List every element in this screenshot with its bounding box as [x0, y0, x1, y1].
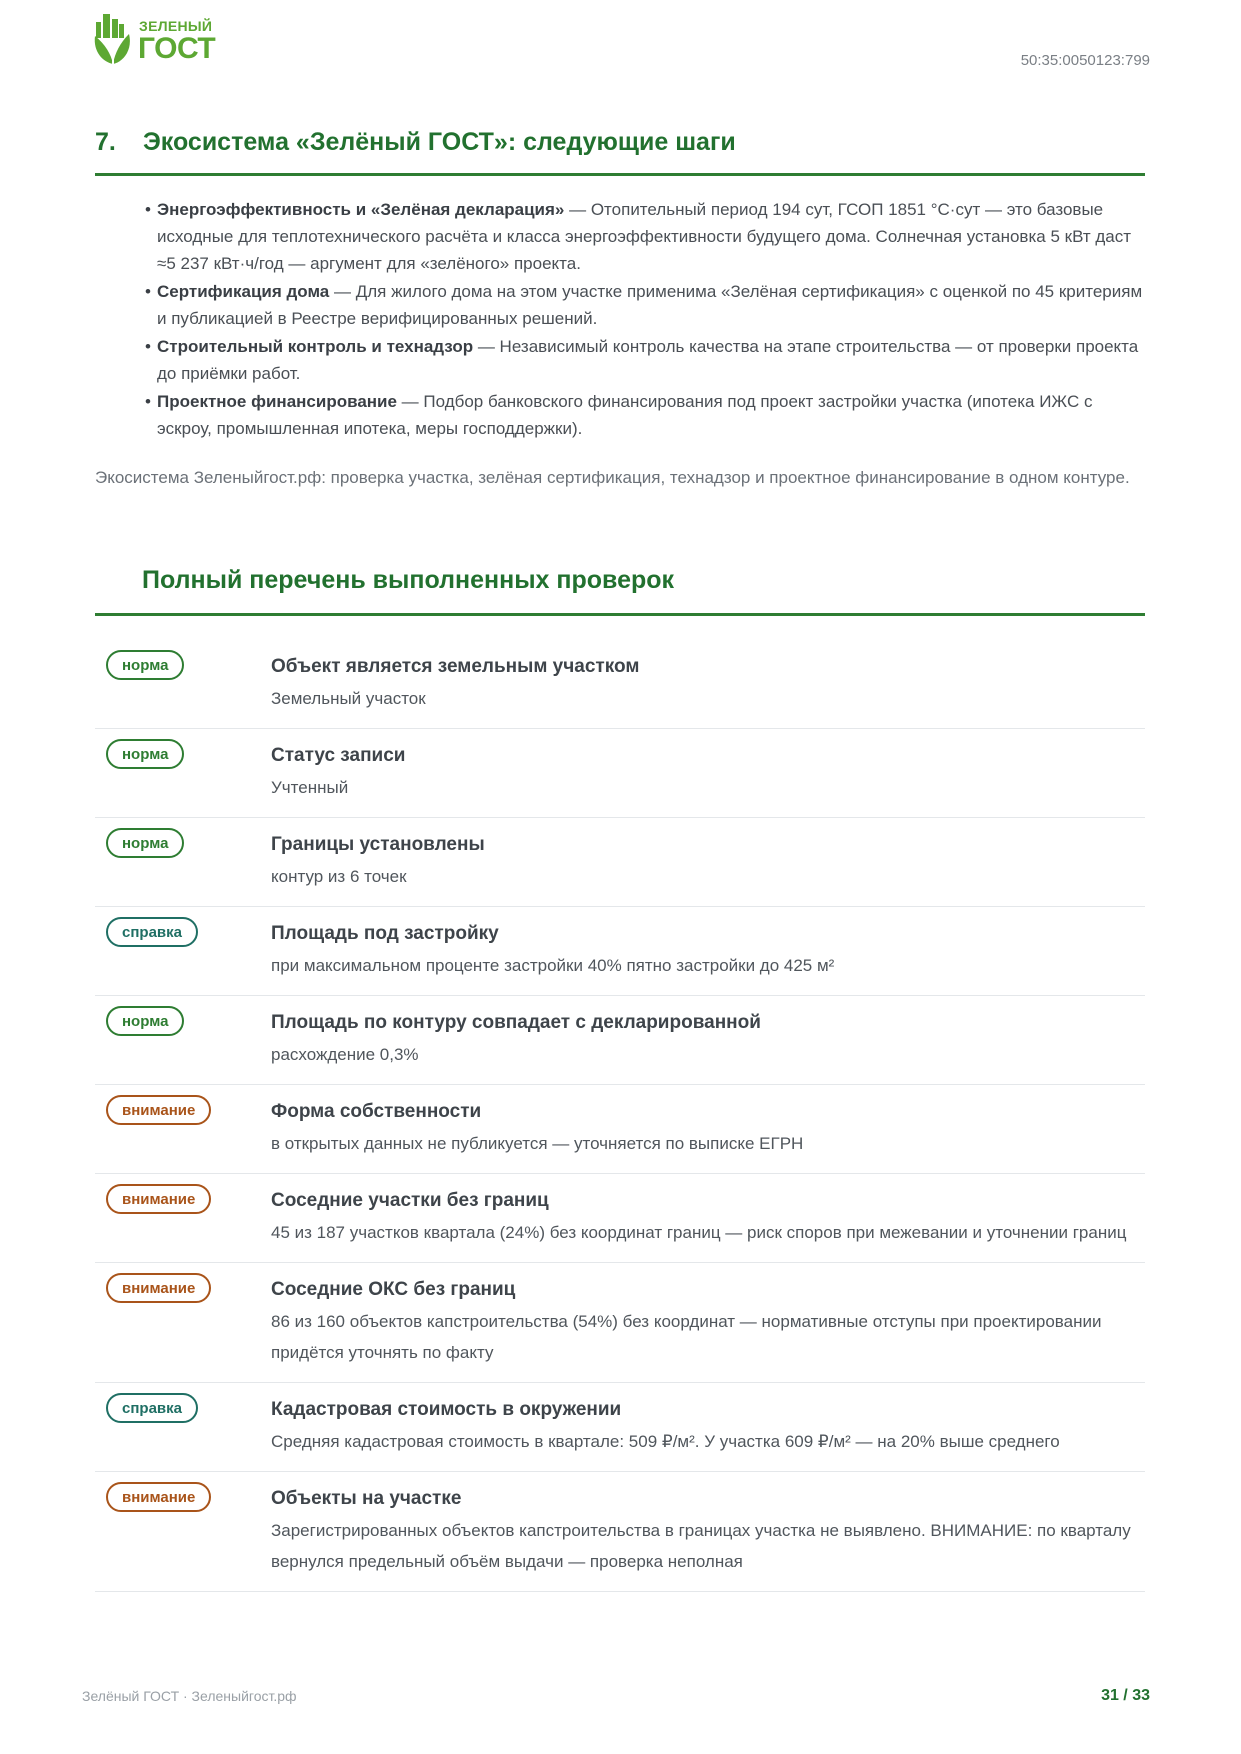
list-item — [145, 333, 1150, 387]
check-title: Соседние участки без границ — [271, 1190, 549, 1211]
check-description: 45 из 187 участков квартала (24%) без координат границ — риск споров при межевании и уточнении границ — [271, 1223, 1127, 1242]
list-item-text: — Отопительный период 194 сут, ГСОП 1851 °С·сут — это базовые исходные для теплотехнического расчёта и класса энергоэффективности будущего дома. Солнечная установка 5 кВт даст ≈5 237 кВт·ч/год — аргумент для «зелёного» проекта. — [157, 200, 1132, 273]
check-description: Учтенный — [271, 778, 349, 797]
footer-brand: Зелёный ГОСТ · Зеленыйгост.рф — [82, 1688, 297, 1704]
checks-heading: Полный перечень выполненных проверок — [142, 566, 675, 594]
list-item-title: Проектное финансирование — [157, 392, 397, 411]
check-title: Форма собственности — [271, 1101, 482, 1122]
status-badge: справка — [106, 1393, 198, 1423]
table-row — [95, 1085, 1145, 1174]
checks-divider — [95, 613, 1145, 616]
check-title: Объект является земельным участком — [271, 656, 640, 677]
status-badge: норма — [106, 828, 184, 858]
table-row — [95, 1263, 1145, 1383]
check-title: Соседние ОКС без границ — [271, 1279, 516, 1300]
table-row — [95, 1383, 1145, 1472]
table-row — [95, 907, 1145, 996]
checks-list — [95, 640, 1145, 1592]
check-title: Площадь под застройку — [271, 923, 499, 944]
check-description: Средняя кадастровая стоимость в квартале: 509 ₽/м². У участка 609 ₽/м² — на 20% выше среднего — [271, 1432, 1060, 1451]
status-badge: внимание — [106, 1184, 211, 1214]
list-item — [145, 388, 1150, 442]
list-item-text: — Подбор банковского финансирования под проект застройки участка (ипотека ИЖС с эскроу, промышленная ипотека, меры господдержки). — [157, 392, 1093, 438]
list-item-title: Сертификация дома — [157, 282, 330, 301]
status-badge: справка — [106, 917, 198, 947]
status-badge: внимание — [106, 1482, 211, 1512]
check-title: Статус записи — [271, 745, 406, 766]
list-item-title: Энергоэффективность и «Зелёная декларация» — [157, 200, 565, 219]
table-row — [95, 1472, 1145, 1592]
ecosystem-note: Экосистема Зеленыйгост.рф: проверка участка, зелёная сертификация, технадзор и проектное финансирование в одном контуре. — [95, 468, 1130, 487]
status-badge: внимание — [106, 1095, 211, 1125]
list-item-title: Строительный контроль и технадзор — [157, 337, 474, 356]
check-description: в открытых данных не публикуется — уточняется по выписке ЕГРН — [271, 1134, 804, 1153]
status-badge: норма — [106, 1006, 184, 1036]
check-title: Объекты на участке — [271, 1488, 462, 1509]
section-divider — [95, 173, 1145, 176]
status-badge: внимание — [106, 1273, 211, 1303]
section-heading — [95, 128, 1145, 157]
check-description: контур из 6 точек — [271, 867, 407, 886]
check-description: Зарегистрированных объектов капстроительства в границах участка не выявлено. ВНИМАНИЕ: по кварталу вернулся предельный объём выдачи — проверка неполная — [271, 1521, 1131, 1571]
list-item-text: — Для жилого дома на этом участке применима «Зелёная сертификация» с оценкой по 45 критериям и публикацией в Реестре верифицированных решений. — [157, 282, 1143, 328]
table-row — [95, 640, 1145, 729]
leaf-building-icon — [91, 12, 137, 66]
status-badge: норма — [106, 739, 184, 769]
list-item — [145, 196, 1150, 277]
check-description: 86 из 160 объектов капстроительства (54%) без координат — нормативные отступы при проектировании придётся уточнять по факту — [271, 1312, 1102, 1362]
check-title: Площадь по контуру совпадает с декларированной — [271, 1012, 761, 1033]
status-badge: норма — [106, 650, 184, 680]
check-description: расхождение 0,3% — [271, 1045, 419, 1064]
table-row — [95, 818, 1145, 907]
section-title: Экосистема «Зелёный ГОСТ»: следующие шаги — [143, 128, 736, 156]
table-row — [95, 996, 1145, 1085]
cadastral-number: 50:35:0050123:799 — [1020, 52, 1150, 69]
table-row — [95, 729, 1145, 818]
logo — [91, 12, 216, 68]
check-title: Границы установлены — [271, 834, 485, 855]
logo-text-line1: ЗЕЛЕНЫЙ — [139, 18, 213, 34]
logo-text-line2: ГОСТ — [138, 32, 216, 65]
check-description: Земельный участок — [271, 689, 426, 708]
list-item — [145, 278, 1150, 332]
list-item-text: — Независимый контроль качества на этапе строительства — от проверки проекта до приёмки работ. — [157, 337, 1139, 383]
table-row — [95, 1174, 1145, 1263]
next-steps-list — [145, 196, 1150, 443]
check-title: Кадастровая стоимость в окружении — [271, 1399, 622, 1420]
page-number: 31 / 33 — [1101, 1687, 1150, 1704]
check-description: при максимальном проценте застройки 40% пятно застройки до 425 м² — [271, 956, 835, 975]
section-number: 7. — [95, 128, 116, 156]
